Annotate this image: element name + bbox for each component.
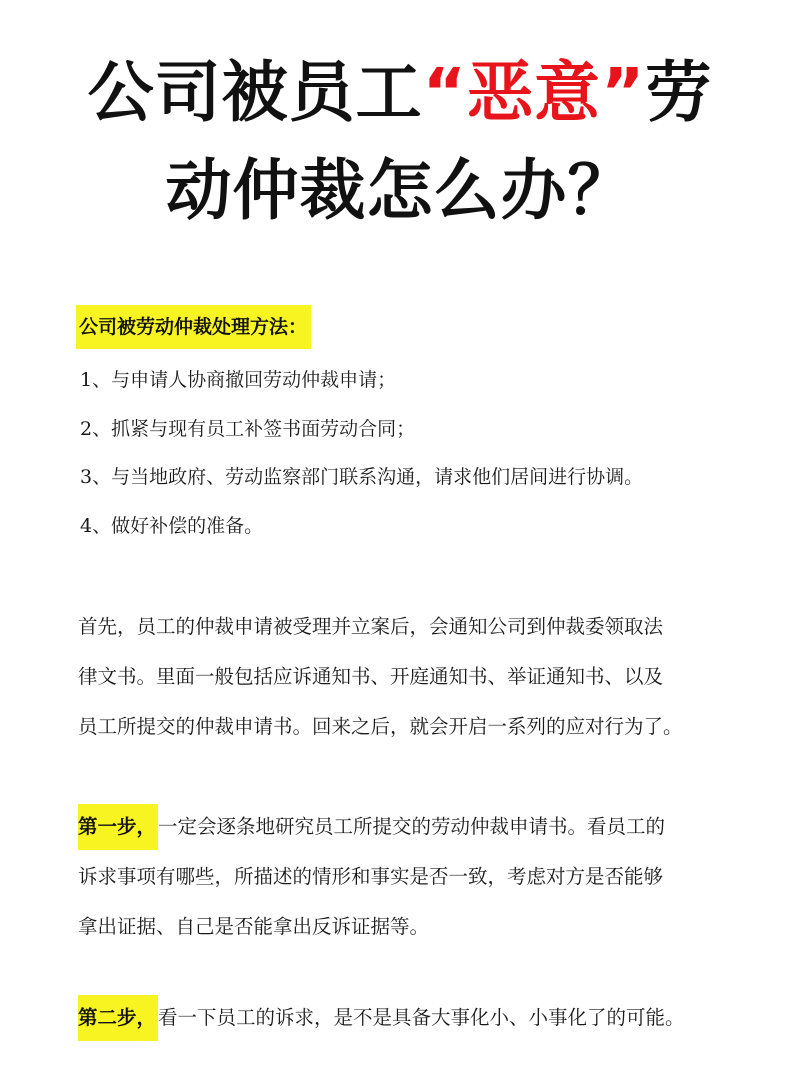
- paragraph-line: 诉求事项有哪些，所描述的情形和事实是否一致，考虑对方是否能够: [78, 865, 664, 888]
- paragraph-line: 律文书。里面一般包括应诉通知书、开庭通知书、举证通知书、以及: [78, 665, 664, 688]
- page-title-line-1: [0, 54, 800, 131]
- step-two-text: 看一下员工的诉求，是不是具备大事化小、小事化了的可能。: [158, 1006, 685, 1029]
- list-item: 4、做好补偿的准备。: [80, 515, 264, 537]
- list-item: 1、与申请人协商撤回劳动仲裁申请；: [80, 369, 397, 391]
- paragraph-line: 拿出证据、自己是否能拿出反诉证据等。: [78, 915, 430, 938]
- title-suffix: 劳: [645, 54, 713, 131]
- list-item: 2、抓紧与现有员工补签书面劳动合同；: [80, 418, 416, 440]
- title-prefix: 公司被员工: [87, 54, 423, 131]
- paragraph-line: [78, 993, 748, 1043]
- step-one-label: 第一步，: [78, 804, 158, 850]
- step-two-paragraph: [78, 993, 748, 1043]
- paragraph-line: 首先，员工的仲裁申请被受理并立案后，会通知公司到仲裁委领取法: [78, 615, 664, 638]
- step-two-label: 第二步，: [78, 995, 158, 1041]
- paragraph-line: [78, 802, 748, 852]
- step-one-text: 一定会逐条地研究员工所提交的劳动仲裁申请书。看员工的: [158, 815, 666, 838]
- list-item: 3、与当地政府、劳动监察部门联系沟通，请求他们居间进行协调。: [80, 466, 644, 488]
- section-heading: 公司被劳动仲裁处理方法：: [76, 305, 311, 349]
- page-title-line-2: 动仲裁怎么办？: [165, 152, 635, 229]
- intro-paragraph: [78, 602, 748, 752]
- step-one-paragraph: [78, 802, 748, 952]
- paragraph-line: 员工所提交的仲裁申请书。回来之后，就会开启一系列的应对行为了。: [78, 715, 683, 738]
- title-highlight-word: “恶意”: [422, 54, 646, 131]
